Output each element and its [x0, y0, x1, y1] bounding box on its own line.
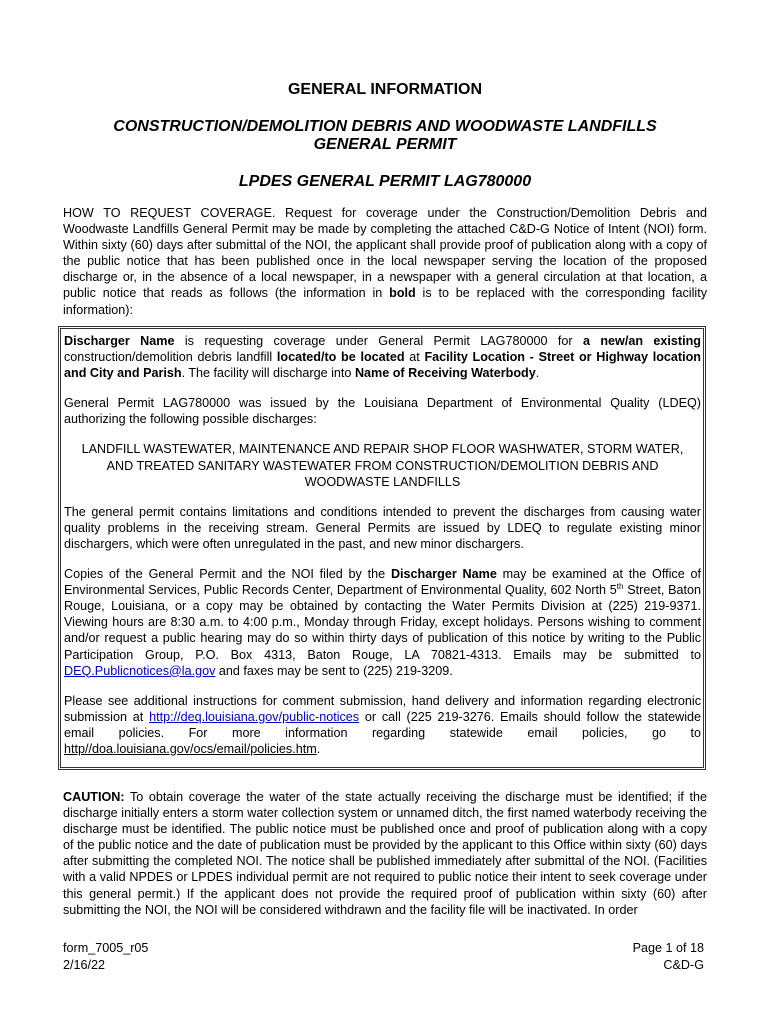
- email-link[interactable]: DEQ.Publicnotices@la.gov: [64, 663, 216, 678]
- intro-text: HOW TO REQUEST COVERAGE. Request for coverage under the Construction/Demolition Debris and Woodwaste Landfills General Permit may be made by completing the attached C&D-G Notice of Intent (NOI) form. Within sixty (60) days after submittal of the NOI, the applicant shall provide proof of publication along with a copy of the public notice that has been published once in the local newspaper serving the location of the proposed discharge or, in the absence of a local newspaper, in a newspaper with a general circulation at that location, a public notice that reads as follows (the information in: [63, 206, 707, 301]
- notice-text: is requesting coverage under General Permit LAG780000 for: [174, 334, 583, 348]
- permit-subtitle: [60, 118, 710, 154]
- notice-paragraph-6: [64, 693, 701, 757]
- notice-text: Street, Baton Rouge, Louisiana, or a copy may be obtained by contacting the Water Permits Division at (225) 219-9371. Viewing hours are 8:30 a.m. to 4:00 p.m., Monday through Friday, except holidays. Persons wishing to comment and/or request a public hearing may do so within thirty days of publication of this notice by writing to the Public Participation Group, P.O. Box 4313, Baton Rouge, LA 70821-4313. Emails may be submitted to: [64, 583, 701, 662]
- form-date: 2/16/22: [63, 957, 106, 972]
- notice-discharges-list: LANDFILL WASTEWATER, MAINTENANCE AND REPAIR SHOP FLOOR WASHWATER, STORM WATER, AND TREATED SANITARY WASTEWATER FROM CONSTRUCTION/DEMOLITION DEBRIS AND WOODWASTE LANDFILLS: [81, 442, 684, 489]
- page-number: Page 1 of 18: [632, 941, 704, 955]
- footer-right: [633, 940, 704, 973]
- public-notice-box: [58, 326, 706, 770]
- notice-paragraph-4: The general permit contains limitations and conditions intended to prevent the discharges from causing water quality problems in the receiving stream. General Permits are issued by LDEQ to regulate existing minor dischargers, which were often unregulated in the past, and new minor dischargers.: [64, 504, 701, 551]
- receiving-waterbody-placeholder: Name of Receiving Waterbody: [354, 366, 536, 381]
- notice-text: .: [535, 366, 540, 381]
- subtitle-line-2: GENERAL PERMIT: [313, 136, 457, 153]
- notice-text: or call (225 219-3276. Emails should follow the statewide email policies. For more information regarding statewide email policies, go to: [64, 709, 701, 740]
- notice-text: and faxes may be sent to (225) 219-3209.: [215, 663, 453, 678]
- subtitle-line-1: CONSTRUCTION/DEMOLITION DEBRIS AND WOODWASTE LANDFILLS: [113, 118, 657, 135]
- caution-label: CAUTION:: [63, 790, 125, 804]
- discharger-name-placeholder: Discharger Name: [390, 567, 497, 582]
- notice-text: . The facility will discharge into: [181, 366, 355, 381]
- intro-paragraph: [63, 205, 707, 318]
- caution-paragraph: [63, 789, 707, 918]
- notice-text: may be examined at the Office of Environmental Services, Public Records Center, Department of Environmental Quality, 602 North 5: [64, 567, 701, 598]
- email-policies-link[interactable]: http//doa.louisiana.gov/ocs/email/policies.htm: [64, 741, 317, 756]
- footer-left: [63, 940, 148, 973]
- page-title: GENERAL INFORMATION: [287, 81, 483, 98]
- discharger-name-placeholder: Discharger Name: [64, 334, 175, 348]
- notice-text: Please see additional instructions for comment submission, hand delivery and information regarding electronic submission at: [64, 693, 701, 724]
- located-placeholder: located/to be located: [276, 350, 405, 365]
- new-existing-placeholder: a new/an existing: [582, 334, 701, 348]
- intro-text-end: is to be replaced with the corresponding facility information):: [63, 286, 707, 317]
- intro-bold-word: bold: [389, 286, 416, 301]
- notice-paragraph-2: General Permit LAG780000 was issued by the Louisiana Department of Environmental Quality (LDEQ) authorizing the following possible discharges:: [64, 396, 701, 427]
- permit-number-title: LPDES GENERAL PERMIT LAG780000: [238, 173, 532, 190]
- notice-text: construction/demolition debris landfill: [64, 350, 277, 365]
- notice-text: at: [404, 350, 425, 365]
- public-notices-link[interactable]: http://deq.louisiana.gov/public-notices: [149, 709, 360, 724]
- ordinal-suffix: th: [616, 581, 624, 591]
- form-code: C&D-G: [663, 957, 704, 972]
- notice-text: Copies of the General Permit and the NOI filed by the: [64, 567, 391, 582]
- form-id: form_7005_r05: [63, 941, 149, 955]
- caution-text: To obtain coverage the water of the state actually receiving the discharge must be identified; if the discharge initially enters a storm water collection system or unnamed ditch, the first named waterbody receiving the discharge must be identified. The public notice must be published once and proof of publication along with a copy of the public notice and the date of publication must be provided by the applicant to this Office within sixty (60) days after submitting the completed NOI. The notice shall be published immediately after submittal of the NOI. (Facilities with a valid NPDES or LPDES individual permit are not required to public notice their intent to seek coverage under this general permit.) If the applicant does not provide the required proof of publication within sixty (60) after submitting the NOI, the NOI will be considered withdrawn and the facility file will be inactivated. In order: [63, 790, 707, 917]
- notice-paragraph-1: [64, 333, 701, 381]
- notice-paragraph-5: [64, 566, 701, 679]
- notice-text: .: [316, 741, 321, 756]
- facility-location-placeholder: Facility Location - Street or Highway location and City and Parish: [64, 350, 701, 381]
